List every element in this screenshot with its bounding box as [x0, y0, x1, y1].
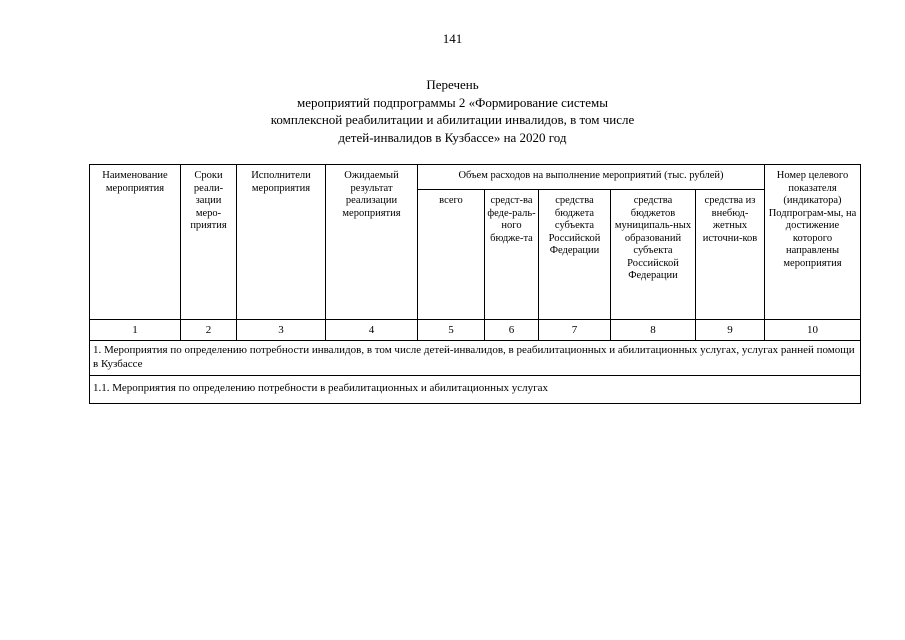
- activities-table: [89, 164, 861, 404]
- column-number: 2: [181, 320, 237, 341]
- column-number: 3: [237, 320, 326, 341]
- column-number: 8: [611, 320, 696, 341]
- header-federal: средст-ва феде-раль-ного бюдже-та: [485, 190, 539, 320]
- title-line: мероприятий подпрограммы 2 «Формирование системы: [296, 94, 609, 110]
- header-indicator: Номер целевого показателя (индикатора) Подпрограм-мы, на достижение которого направлены мероприятия: [765, 165, 861, 320]
- header-expenses-group: Объем расходов на выполнение мероприятий (тыс. рублей): [418, 165, 765, 190]
- header-executors: Исполнители мероприятия: [237, 165, 326, 320]
- header-offbudget: средства из внебюд-жетных источни-ков: [696, 190, 765, 320]
- header-municipal: средства бюджетов муниципаль-ных образований субъекта Российской Федерации: [611, 190, 696, 320]
- page-number: 141: [442, 31, 463, 46]
- column-number: 5: [418, 320, 485, 341]
- header-expected-result: Ожидаемый результат реализации мероприятия: [326, 165, 418, 320]
- header-terms: Сроки реали-зации меро-приятия: [181, 165, 237, 320]
- header-name: Наименование мероприятия: [90, 165, 181, 320]
- title-line: комплексной реабилитации и абилитации инвалидов, в том числе: [270, 112, 635, 127]
- column-number: 9: [696, 320, 765, 341]
- section-row-1-1: 1.1. Мероприятия по определению потребности в реабилитационных и абилитационных услугах: [90, 376, 861, 404]
- document-title: [0, 76, 905, 146]
- section-row-1: 1. Мероприятия по определению потребности инвалидов, в том числе детей-инвалидов, в реабилитационных и абилитационных услугах, услугах ранней помощи в Кузбассе: [90, 341, 861, 376]
- column-number: 10: [765, 320, 861, 341]
- header-total: всего: [418, 190, 485, 320]
- column-number: 1: [90, 320, 181, 341]
- title-line: детей-инвалидов в Кузбассе» на 2020 год: [338, 129, 567, 145]
- column-number: 4: [326, 320, 418, 341]
- column-number: 6: [485, 320, 539, 341]
- title-line: Перечень: [426, 77, 479, 92]
- header-subject-budget: средства бюджета субъекта Российской Федерации: [539, 190, 611, 320]
- column-number: 7: [539, 320, 611, 341]
